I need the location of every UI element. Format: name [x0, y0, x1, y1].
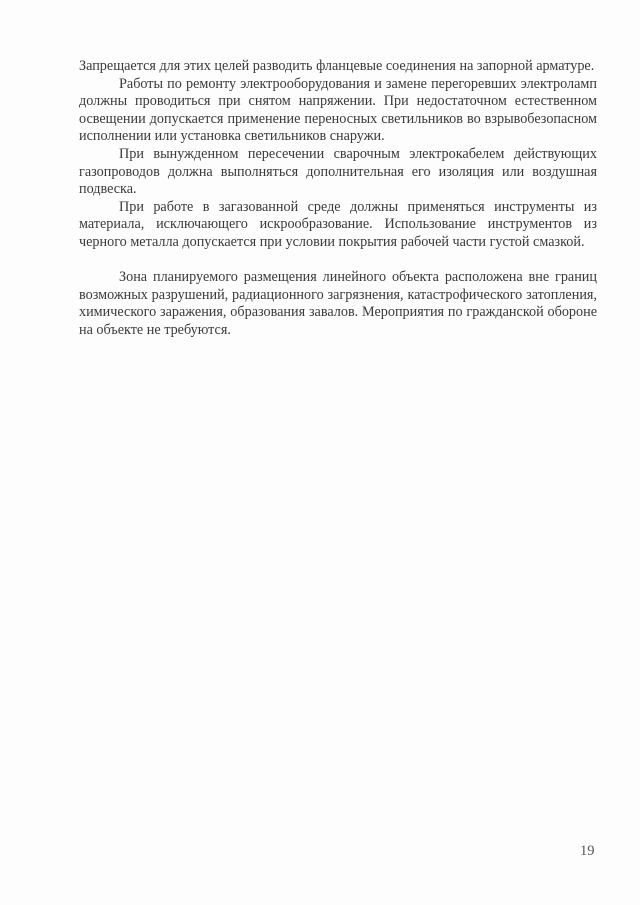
paragraph-electrical-repair: Работы по ремонту электрооборудования и замене перегоревших электроламп должны проводиться при снятом напряжении. При недостаточном естественном освещении допускается применение переносных светильников во взрывобезопасном исполнении или установка светильников снаружи. — [79, 75, 597, 145]
paragraph-civil-defense: Зона планируемого размещения линейного объекта расположена вне границ возможных разрушений, радиационного загрязнения, катастрофического затопления, химического заражения, образования завалов. Мероприятия по гражданской обороне на объекте не требуются. — [79, 269, 597, 338]
paragraph-welding-cable: При вынужденном пересечении сварочным электрокабелем действующих газопроводов должна выполняться дополнительная его изоляция или воздушная подвеска. — [79, 145, 597, 198]
paragraph-flange-connections: Запрещается для этих целей разводить фланцевые соединения на запорной арматуре. — [79, 58, 595, 74]
page-number: 19 — [580, 843, 595, 859]
paragraph-gas-environment-tools: При работе в загазованной среде должны применяться инструменты из материала, исключающего искрообразование. Использование инструментов из черного металла допускается при условии покрытия рабочей части густой смазкой. — [79, 198, 597, 250]
body-text — [79, 58, 597, 340]
